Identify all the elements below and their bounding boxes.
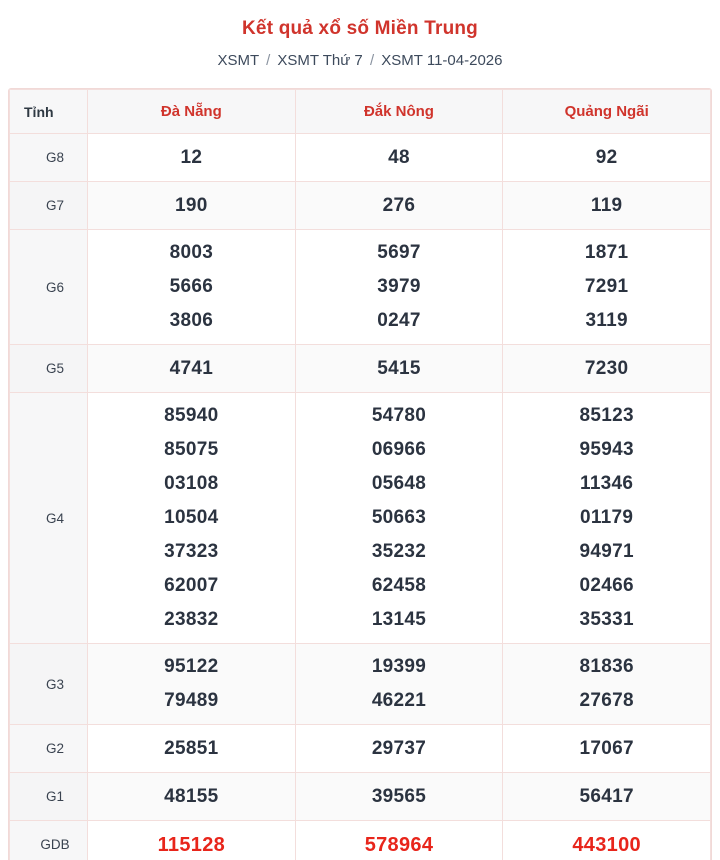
prize-number: 06966	[371, 439, 427, 460]
prize-number: 79489	[164, 690, 219, 711]
prize-number: 443100	[572, 833, 641, 856]
prize-number: 3979	[377, 276, 421, 297]
prize-number: 48155	[164, 785, 219, 807]
page-header	[0, 0, 720, 77]
breadcrumb-separator-2: /	[369, 52, 375, 69]
column-header-dak-nong: Đắk Nông	[295, 90, 503, 134]
prize-cell-g6-qu-ng-ng-i	[503, 230, 711, 345]
prize-cell-gdb-k-n-ng	[295, 821, 503, 860]
prize-number: 23832	[164, 609, 219, 630]
prize-cell-g1-n-ng	[88, 773, 296, 821]
prize-cell-g5-qu-ng-ng-i	[503, 345, 711, 393]
prize-cell-g8-n-ng	[88, 134, 296, 182]
prize-number: 13145	[371, 609, 427, 630]
prize-number: 85123	[579, 405, 634, 426]
row-label-g5: G5	[10, 345, 88, 393]
row-label-g6: G6	[10, 230, 88, 345]
prize-number: 85940	[164, 405, 219, 426]
prize-cell-g1-qu-ng-ng-i	[503, 773, 711, 821]
table-header-row	[10, 90, 711, 134]
prize-number: 5666	[169, 276, 214, 297]
prize-number: 05648	[371, 473, 427, 494]
prize-number: 46221	[371, 690, 427, 711]
prize-cell-g4-k-n-ng	[295, 393, 503, 644]
prize-number: 94971	[579, 541, 634, 562]
prize-cell-g4-n-ng	[88, 393, 296, 644]
prize-cell-g2-k-n-ng	[295, 725, 503, 773]
table-head	[10, 90, 711, 134]
prize-number: 5697	[377, 242, 421, 263]
prize-cell-g7-n-ng	[88, 182, 296, 230]
row-label-g7: G7	[10, 182, 88, 230]
row-label-g4: G4	[10, 393, 88, 644]
prize-number: 81836	[579, 656, 634, 677]
prize-number: 119	[590, 194, 623, 216]
prize-number: 37323	[164, 541, 219, 562]
prize-number: 35232	[371, 541, 427, 562]
prize-number: 29737	[371, 737, 427, 759]
breadcrumb-item-region[interactable]: XSMT	[217, 52, 259, 69]
prize-number: 62007	[164, 575, 219, 596]
prize-number: 578964	[364, 833, 434, 856]
row-label-gdb: GDB	[10, 821, 88, 860]
prize-number: 39565	[371, 785, 427, 807]
prize-number: 276	[382, 194, 416, 216]
prize-number: 01179	[580, 507, 634, 528]
row-label-g2: G2	[10, 725, 88, 773]
table-row	[10, 182, 711, 230]
prize-number: 17067	[579, 737, 634, 759]
column-header-da-nang: Đà Nẵng	[88, 90, 296, 134]
results-table	[9, 89, 711, 860]
prize-number: 62458	[371, 575, 427, 596]
table-row	[10, 773, 711, 821]
prize-number: 48	[388, 146, 410, 168]
prize-number: 8003	[169, 242, 214, 263]
table-row	[10, 644, 711, 725]
prize-cell-g4-qu-ng-ng-i	[503, 393, 711, 644]
breadcrumb-item-weekday[interactable]: XSMT Thứ 7	[277, 52, 363, 69]
prize-cell-g3-qu-ng-ng-i	[503, 644, 711, 725]
prize-number: 85075	[164, 439, 219, 460]
prize-number: 11346	[580, 473, 634, 494]
prize-cell-g5-n-ng	[88, 345, 296, 393]
prize-number: 3806	[169, 310, 214, 331]
prize-number: 50663	[371, 507, 427, 528]
breadcrumb-item-date[interactable]: XSMT 11-04-2026	[381, 52, 503, 69]
row-label-g8: G8	[10, 134, 88, 182]
table-body	[10, 134, 711, 860]
prize-number: 95943	[579, 439, 634, 460]
prize-cell-g6-n-ng	[88, 230, 296, 345]
page-title: Kết quả xổ số Miền Trung	[242, 18, 478, 39]
prize-number: 3119	[585, 310, 628, 331]
prize-cell-g8-k-n-ng	[295, 134, 503, 182]
prize-number: 0247	[377, 310, 421, 331]
prize-cell-g6-k-n-ng	[295, 230, 503, 345]
table-row	[10, 134, 711, 182]
prize-number: 19399	[371, 656, 427, 677]
table-row	[10, 230, 711, 345]
prize-cell-g2-qu-ng-ng-i	[503, 725, 711, 773]
table-row	[10, 393, 711, 644]
prize-number: 10504	[164, 507, 219, 528]
prize-cell-g2-n-ng	[88, 725, 296, 773]
prize-number: 7230	[584, 357, 629, 379]
prize-cell-g3-k-n-ng	[295, 644, 503, 725]
prize-number: 25851	[164, 737, 219, 759]
prize-cell-g7-qu-ng-ng-i	[503, 182, 711, 230]
prize-cell-gdb-qu-ng-ng-i	[503, 821, 711, 860]
prize-number: 7291	[584, 276, 629, 297]
table-row	[10, 821, 711, 860]
prize-cell-g8-qu-ng-ng-i	[503, 134, 711, 182]
prize-number: 54780	[371, 405, 427, 426]
prize-number: 115128	[157, 833, 226, 856]
prize-cell-g3-n-ng	[88, 644, 296, 725]
prize-cell-g5-k-n-ng	[295, 345, 503, 393]
table-row	[10, 725, 711, 773]
prize-number: 95122	[164, 656, 219, 677]
prize-number: 27678	[579, 690, 634, 711]
prize-number: 4741	[169, 357, 214, 379]
prize-cell-gdb-n-ng	[88, 821, 296, 860]
breadcrumb	[10, 51, 710, 71]
prize-number: 03108	[164, 473, 219, 494]
prize-number: 12	[180, 146, 203, 168]
prize-number: 190	[175, 194, 208, 216]
column-header-province: Tỉnh	[10, 90, 88, 134]
prize-number: 92	[595, 146, 618, 168]
prize-cell-g7-k-n-ng	[295, 182, 503, 230]
prize-number: 5415	[377, 357, 421, 379]
prize-cell-g1-k-n-ng	[295, 773, 503, 821]
prize-number: 56417	[579, 785, 634, 807]
breadcrumb-separator-1: /	[266, 52, 271, 69]
row-label-g3: G3	[10, 644, 88, 725]
prize-number: 02466	[579, 575, 634, 596]
prize-number: 35331	[579, 609, 634, 630]
results-table-container	[8, 88, 712, 860]
row-label-g1: G1	[10, 773, 88, 821]
prize-number: 1871	[584, 242, 629, 263]
column-header-quang-ngai: Quảng Ngãi	[503, 90, 711, 134]
table-row	[10, 345, 711, 393]
